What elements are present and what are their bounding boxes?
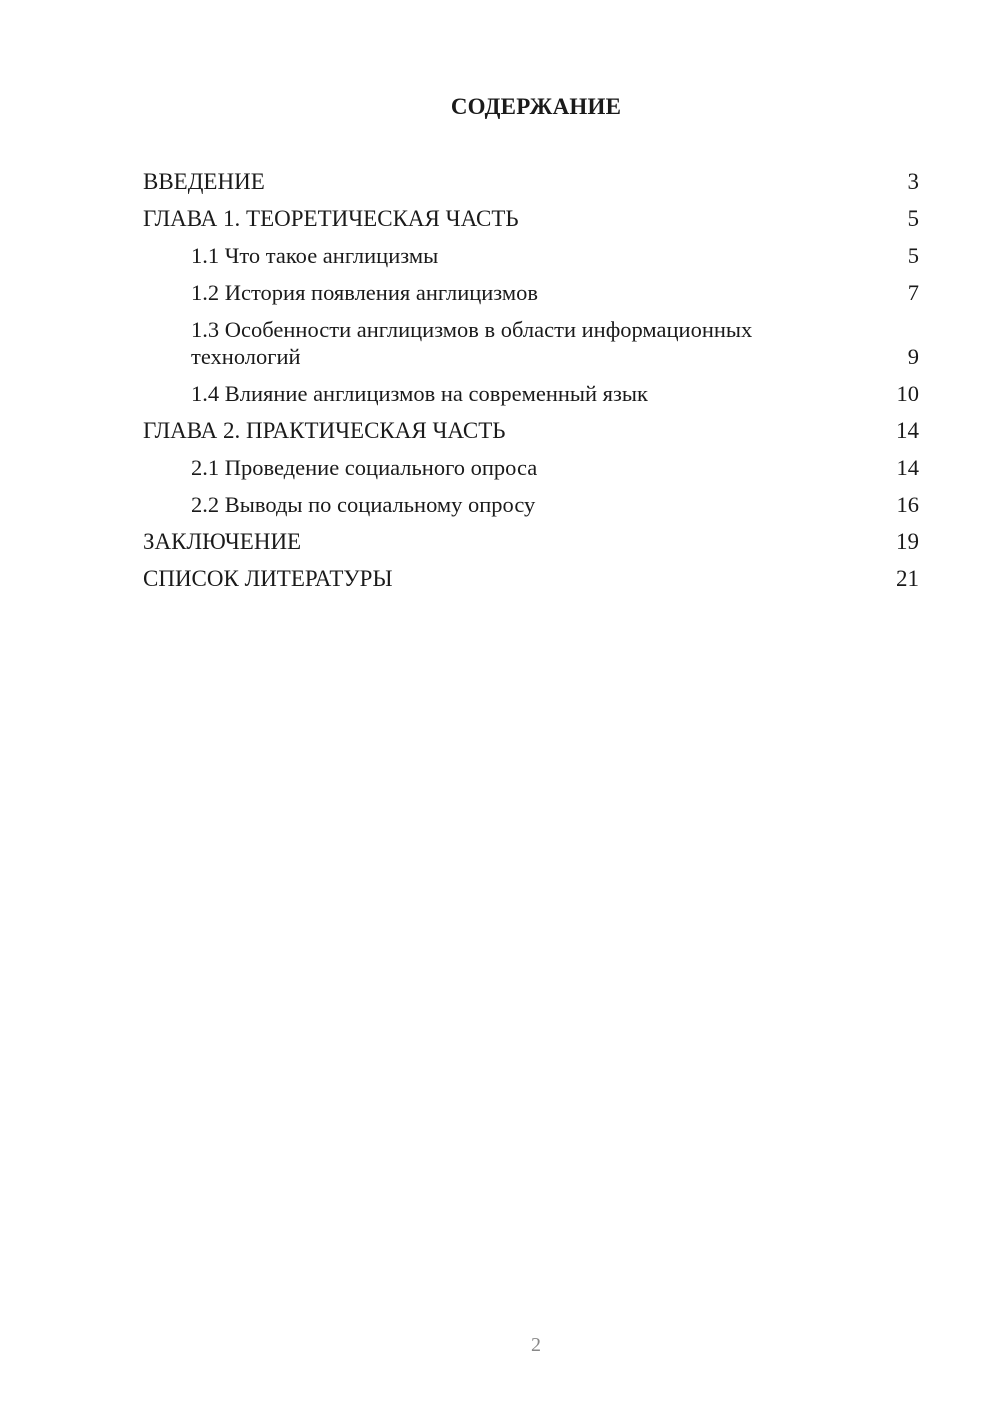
table-of-contents [143, 168, 919, 602]
toc-entry-page: 14 [896, 418, 919, 443]
toc-entry-references[interactable] [143, 565, 919, 592]
toc-entry-page: 7 [907, 280, 919, 305]
toc-entry-page: 14 [896, 455, 919, 480]
toc-entry-conclusion[interactable] [143, 528, 919, 555]
toc-entry-section-1-2[interactable] [143, 279, 919, 306]
toc-entry-section-1-3[interactable] [143, 316, 919, 370]
page-title: СОДЕРЖАНИЕ [450, 94, 622, 119]
page-number: 2 [531, 1334, 541, 1356]
toc-entry-introduction[interactable] [143, 168, 919, 195]
toc-entry-page: 10 [896, 381, 919, 406]
toc-entry-label: ЗАКЛЮЧЕНИЕ [143, 529, 302, 554]
toc-entry-label: 1.2 История появления англицизмов [191, 280, 538, 305]
toc-entry-label: СПИСОК ЛИТЕРАТУРЫ [143, 566, 393, 591]
toc-entry-label: 1.4 Влияние англицизмов на современный язык [191, 381, 648, 406]
toc-entry-label: ВВЕДЕНИЕ [143, 169, 265, 194]
toc-entry-page: 5 [907, 243, 919, 268]
toc-entry-chapter-2[interactable] [143, 417, 919, 444]
toc-entry-page: 19 [896, 529, 919, 554]
toc-entry-section-2-1[interactable] [143, 454, 919, 481]
toc-entry-label: 1.1 Что такое англицизмы [191, 243, 439, 268]
toc-entry-section-2-2[interactable] [143, 491, 919, 518]
toc-entry-page: 3 [907, 169, 919, 194]
toc-entry-label: 2.2 Выводы по социальному опросу [191, 492, 536, 517]
toc-entry-label: ГЛАВА 2. ПРАКТИЧЕСКАЯ ЧАСТЬ [143, 418, 506, 443]
toc-entry-chapter-1[interactable] [143, 205, 919, 232]
toc-entry-page: 16 [896, 492, 919, 517]
toc-entry-page: 5 [907, 206, 919, 231]
toc-entry-label: 1.3 Особенности англицизмов в области информационных технологий [191, 317, 753, 369]
toc-entry-section-1-1[interactable] [143, 242, 919, 269]
toc-entry-label: 2.1 Проведение социального опроса [191, 455, 538, 480]
toc-entry-page: 9 [907, 344, 919, 369]
toc-entry-label: ГЛАВА 1. ТЕОРЕТИЧЕСКАЯ ЧАСТЬ [143, 206, 519, 231]
toc-entry-section-1-4[interactable] [143, 380, 919, 407]
toc-entry-page: 21 [896, 566, 919, 591]
